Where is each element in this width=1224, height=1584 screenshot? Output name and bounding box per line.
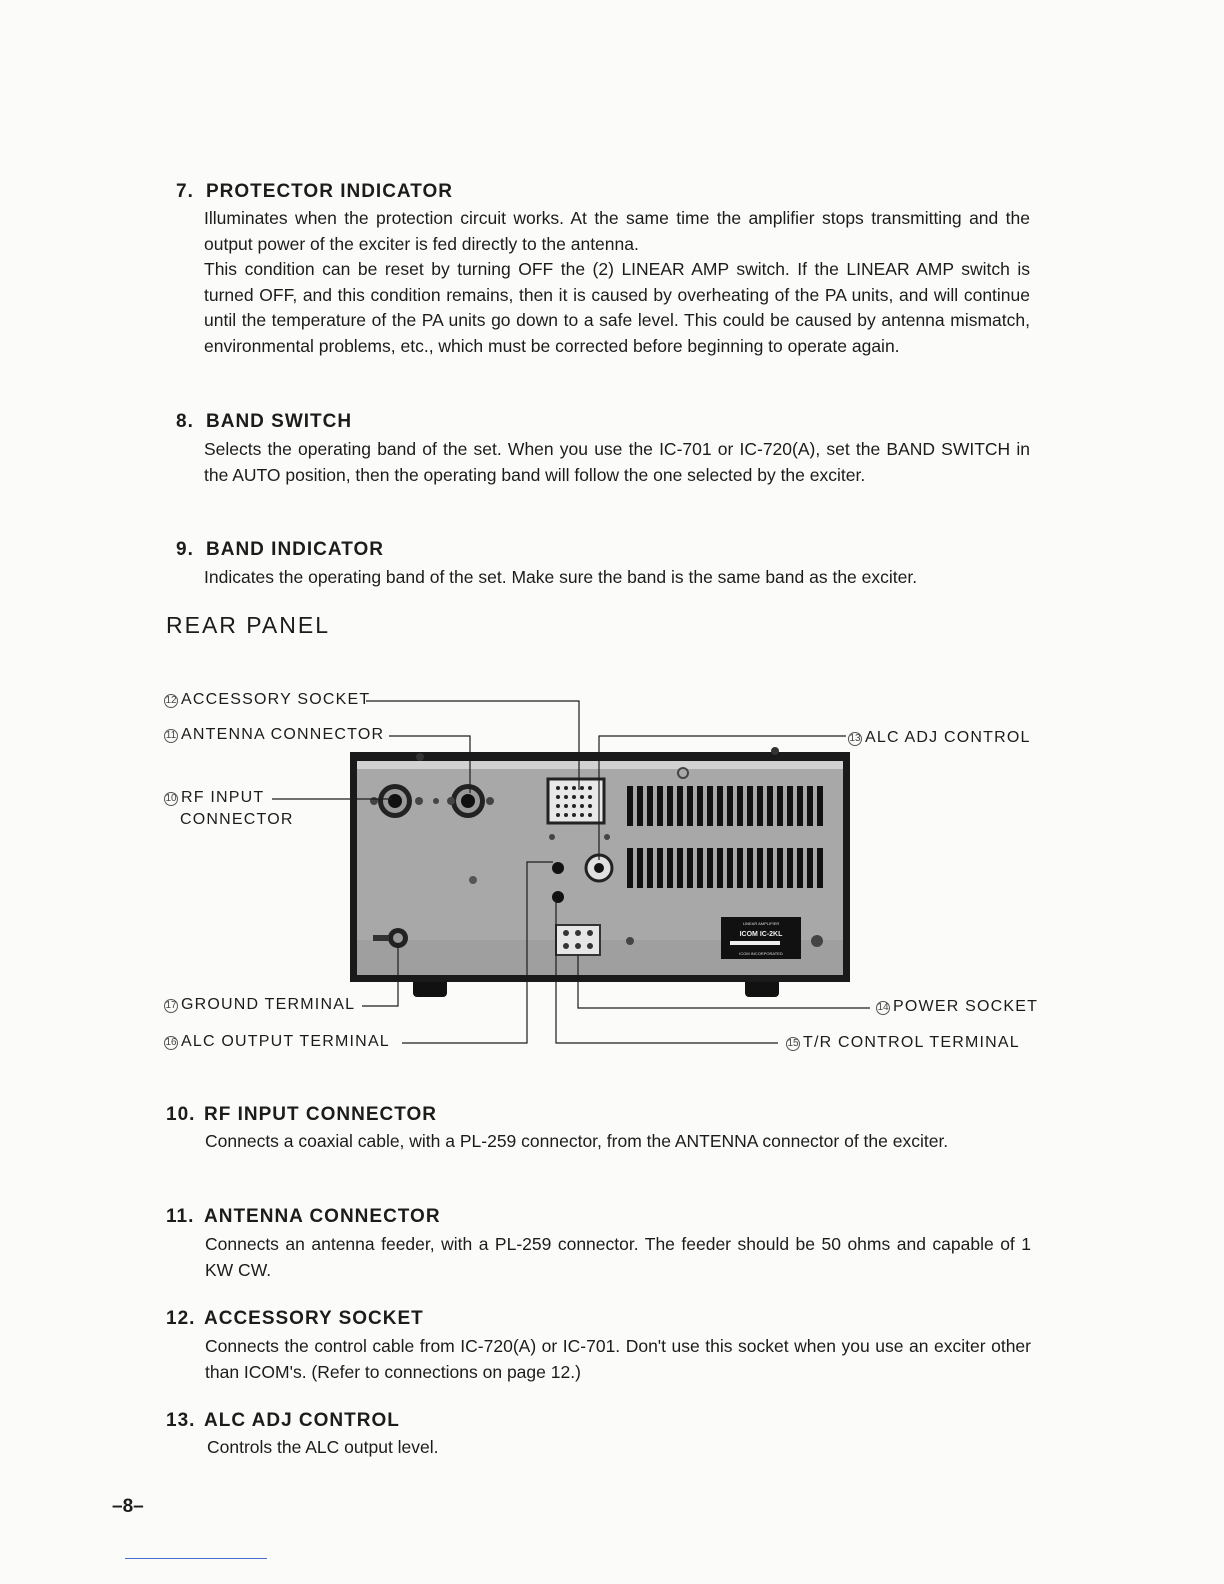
label-number: 12 bbox=[165, 695, 177, 706]
label-number: 10 bbox=[165, 793, 177, 804]
section-7-para-2: This condition can be reset by turning OFF the (2) LINEAR AMP switch. If the LINEAR AMP switch is turned OFF, and this condition remains, then it is caused by overheating of the PA units, and will continue until the temperature of the PA units go down to a safe level. This could be caused by antenna mismatch, environmental problems, etc., which must be corrected before beginning to operate again. bbox=[204, 259, 1030, 356]
label-alc-adj-control: 13 ALC ADJ CONTROL bbox=[849, 729, 1031, 746]
nameplate-line-1: LINEAR AMPLIFIER bbox=[742, 921, 780, 926]
section-13-para-1: Controls the ALC output level. bbox=[207, 1437, 439, 1457]
nameplate-line-2: ICOM IC-2KL bbox=[739, 931, 783, 938]
label-number: 11 bbox=[165, 730, 177, 741]
accessory-socket bbox=[548, 779, 604, 823]
label-number: 17 bbox=[165, 1000, 177, 1011]
label-number: 13 bbox=[849, 733, 861, 744]
section-8-para-1: Selects the operating band of the set. When you use the IC-701 or IC-720(A), set the BAND SWITCH in the AUTO position, then the operating band will follow the one selected by the exciter. bbox=[204, 439, 1030, 485]
label-tr-control-terminal: 15 T/R CONTROL TERMINAL bbox=[787, 1034, 1020, 1051]
section-8-heading: 8. BAND SWITCH bbox=[176, 411, 353, 432]
section-11-para-1: Connects an antenna feeder, with a PL-259 connector. The feeder should be 50 ohms and capable of 1 KW CW. bbox=[205, 1234, 1031, 1280]
label-accessory-socket: 12 ACCESSORY SOCKET bbox=[165, 691, 371, 708]
label-number: 14 bbox=[877, 1002, 889, 1013]
label-power-socket: 14 POWER SOCKET bbox=[877, 998, 1039, 1015]
nameplate bbox=[721, 917, 801, 959]
section-9-para-1: Indicates the operating band of the set. Make sure the band is the same band as the exciter. bbox=[204, 567, 918, 587]
section-11-heading: 11. ANTENNA CONNECTOR bbox=[166, 1206, 441, 1227]
label-rf-input: 10 RF INPUT bbox=[165, 789, 265, 806]
label-number: 15 bbox=[787, 1038, 799, 1049]
power-socket bbox=[556, 925, 600, 955]
rear-panel-title: REAR PANEL bbox=[166, 612, 331, 638]
label-antenna-connector: 11 ANTENNA CONNECTOR bbox=[165, 726, 385, 743]
page-number: –8– bbox=[112, 1496, 144, 1517]
alc-output-jack bbox=[552, 862, 564, 874]
section-12-para-1: Connects the control cable from IC-720(A) or IC-701. Don't use this socket when you use an exciter other than ICOM's. (Refer to connections on page 12.) bbox=[205, 1336, 1031, 1382]
nameplate-line-3: ICOM INCORPORATED bbox=[739, 951, 783, 956]
section-7-heading: 7. PROTECTOR INDICATOR bbox=[176, 181, 454, 202]
section-9-heading: 9. BAND INDICATOR bbox=[176, 539, 384, 560]
label-rf-input-line-2: CONNECTOR bbox=[180, 811, 294, 828]
label-ground-terminal: 17 GROUND TERMINAL bbox=[165, 996, 356, 1013]
label-number: 16 bbox=[165, 1037, 177, 1048]
section-13-heading: 13. ALC ADJ CONTROL bbox=[166, 1410, 400, 1431]
tr-control-jack bbox=[552, 891, 564, 903]
section-7-para-1: Illuminates when the protection circuit works. At the same time the amplifier stops transmitting and the output power of the exciter is fed directly to the antenna. bbox=[204, 208, 1030, 254]
section-12-heading: 12. ACCESSORY SOCKET bbox=[166, 1308, 424, 1329]
section-10-para-1: Connects a coaxial cable, with a PL-259 connector, from the ANTENNA connector of the exciter. bbox=[205, 1131, 949, 1151]
label-alc-output-terminal: 16 ALC OUTPUT TERMINAL bbox=[165, 1033, 390, 1050]
section-10-heading: 10. RF INPUT CONNECTOR bbox=[166, 1104, 437, 1125]
bottom-rule bbox=[125, 1558, 267, 1559]
